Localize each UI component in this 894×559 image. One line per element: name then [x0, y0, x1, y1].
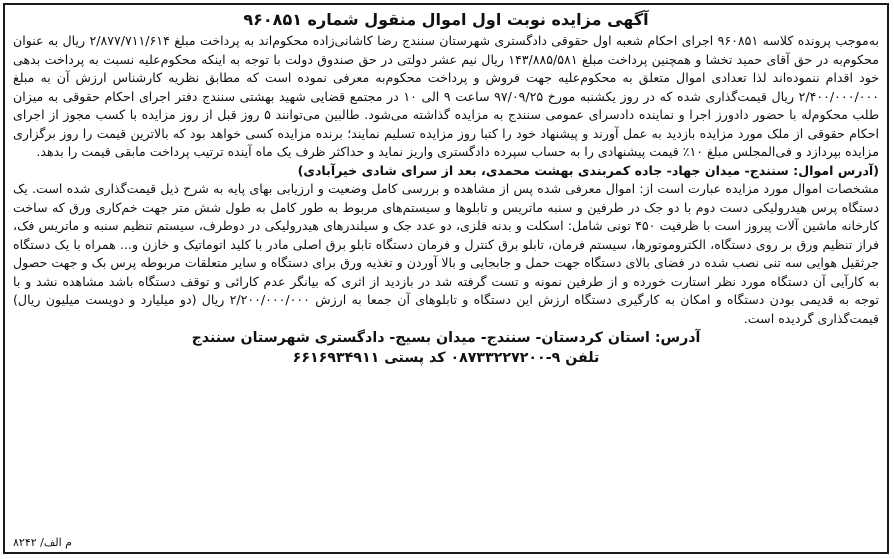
reference-code: م الف/ ۸۲۴۲ [13, 536, 72, 549]
property-address: (آدرس اموال: سنندج- میدان جهاد- جاده کمربندی بهشت محمدی، بعد از سرای شادی خیرآبادی) [297, 162, 879, 178]
court-address: آدرس: استان کردستان- سنندج- میدان بسیج- دادگستری شهرستان سنندج [191, 330, 701, 346]
notice-title: آگهی مزایده نوبت اول اموال منقول شماره ۹۶۰۸۵۱ [243, 10, 649, 29]
notice-content [13, 9, 879, 548]
property-specs: مشخصات اموال مورد مزایده عبارت است از: اموال معرفی شده پس از مشاهده و بررسی کامل وضعیت و ارزیابی بهای پایه به شرح ذیل قیمت‌گذاری شده است. یک دستگاه پرس هیدرولیکی دست دوم با دو جک در طرفین و سنبه ماتریس و تابلوها و سیستم‌های مربوط به طور کامل به طول شش متر جهت خم‌کاری ورق که ساخت کارخانه ماشین آلات پیروز است با ظرفیت ۴۵۰ تونی شامل: اسکلت و بدنه فلزی، دو عدد جک و سیلندرهای هیدرولیکی در دوطرف، سیستم تنظیم سنبه و ماتریس فک، فراز تنظیم ورق بر روی دستگاه، الکتروموتورها، سیستم فرمان، تابلو برق کنترل و فرمان دستگاه تابلو برق اصلی مادر با کلید اتوماتیک و خازن و... همراه با یک دستگاه جرثقیل هوایی سه تنی نصب شده در فضای بالای دستگاه جهت حمل و جابجایی و بالا آوردن و تغذیه ورق برای دستگاه و سایر متعلقات مربوطه پرس بک و جهت حصول به کارآیی آن دستگاه مورد نظر استارت خورده و از طرفین نمونه و تست گرفته شد در بازدید از اثری که بیانگر عدم کارائی و توقف دستگاه باشد مشاهده نشد و با توجه به قدیمی بودن دستگاه و امکان به کارگیری دستگاه ارزش این دستگاه و تابلوهای آن جمعا به ارزش ۲/۲۰۰/۰۰۰/۰۰۰ ریال (دو میلیارد و دویست میلیون ریال) قیمت‌گذاری گردیده است. [13, 181, 880, 326]
court-contact: تلفن ۹-۰۸۷۳۳۲۲۷۲۰۰ کد پستی ۶۶۱۶۹۳۴۹۱۱ [292, 350, 600, 366]
notice-frame [3, 3, 889, 554]
notice-body: به‌موجب پرونده کلاسه ۹۶۰۸۵۱ اجرای احکام شعبه اول حقوقی دادگستری شهرستان سنندج رضا کاشانی‌زاده محکوم‌اند به پرداخت مبلغ ۲/۸۷۷/۷۱۱/۶۱۴ ریال به عنوان محکوم‌به در حق آقای حمید تخشا و همچنین پرداخت مبلغ ۱۴۳/۸۸۵/۵۸۱ ریال نیم عشر دولتی در حق صندوق دولت با توجه به اینکه محکوم‌علیه نسبت به پرداخت بدهی خود اقدام ننموده‌اند لذا تعدادی اموال متعلق به محکوم‌علیه جهت فروش و پرداخت محکوم‌به معرفی نموده است که مطابق نظریه کارشناس ارزش آن به مبلغ ۲/۴۰۰/۰۰۰/۰۰۰ ریال قیمت‌گذاری شده که در روز یکشنبه مورخ ۹۷/۰۹/۲۵ ساعت ۹ الی ۱۰ در مجتمع قضایی شهید بهشتی سنندج دفتر اجرای احکام حقوقی به میزان طلب محکوم‌له با حضور دادورز اجرا و نماینده دادسرای عمومی سنندج به مزایده گذاشته می‌شود. طالبین می‌توانند ۵ روز قبل از روز مزایده با کسب مجوز از اجرای احکام حقوقی از ملک مورد مزایده بازدید به عمل آورند و پیشنهاد خود را کتبا روز مزایده تسلیم نمایند؛ برنده مزایده کسی خواهد بود که بالاترین قیمت را روز برگزاری مزایده بپردازد و فی‌المجلس مبلغ ۱۰٪ قیمت پیشنهادی را به حساب سپرده دادگستری واریز نماید و حداکثر ظرف یک ماه آینده ترتیب پرداخت مابقی قیمت را بدهد. [13, 33, 880, 159]
